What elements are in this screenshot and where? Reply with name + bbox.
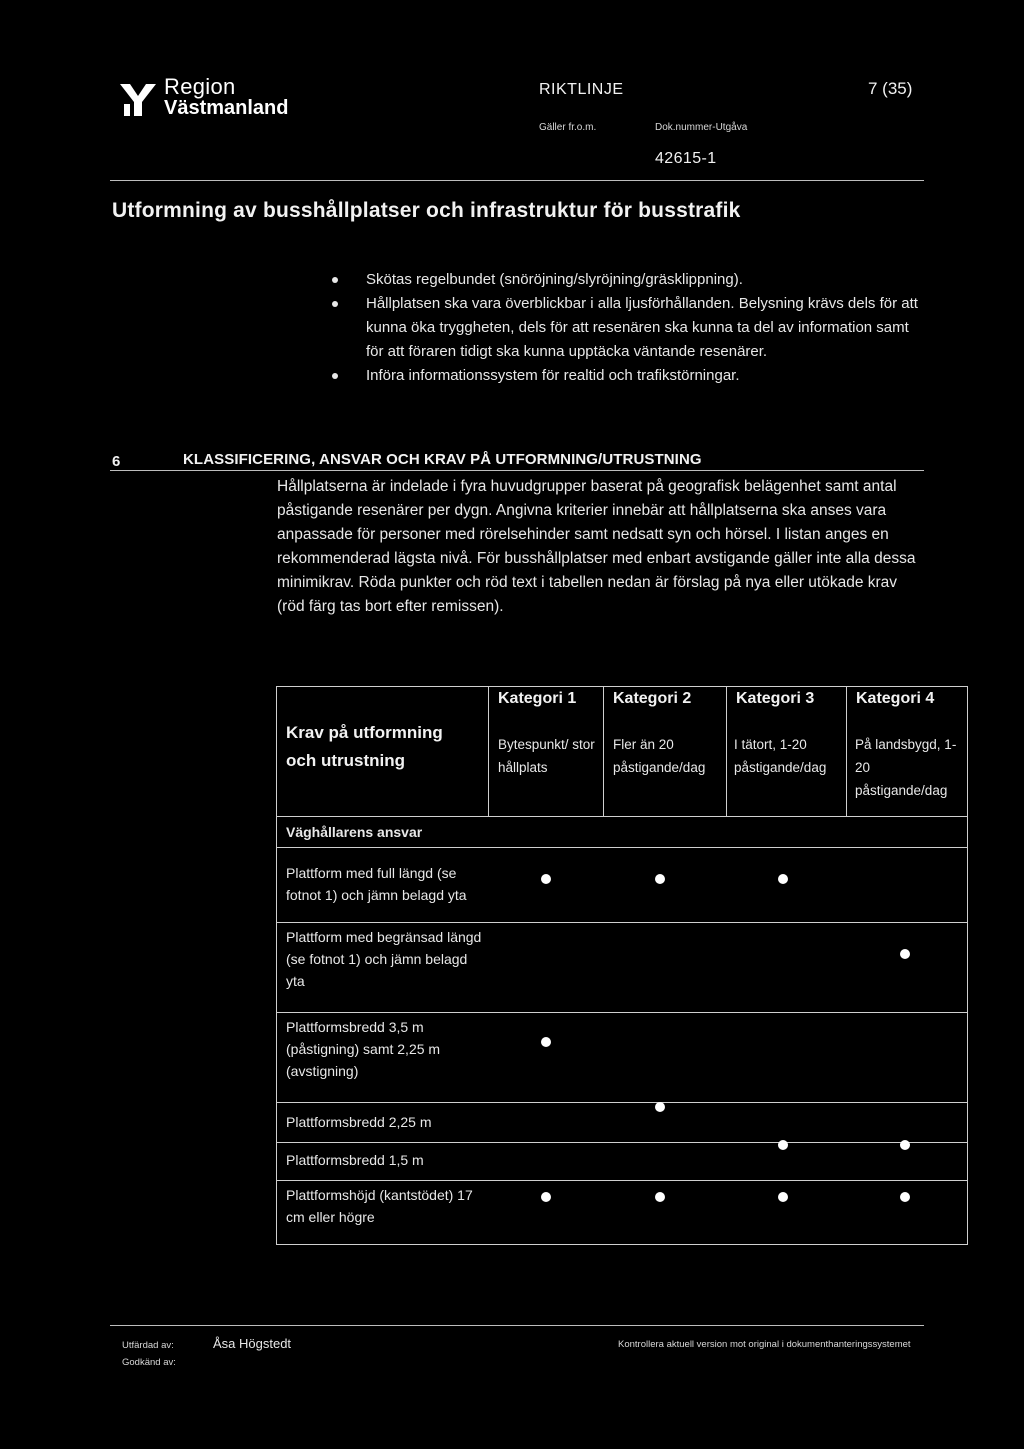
table-line	[276, 847, 968, 848]
document-type: RIKTLINJE	[539, 81, 624, 98]
version-notice: Kontrollera aktuell version mot original i dokumenthanteringssystemet	[618, 1339, 911, 1350]
requirement-mark-icon	[778, 874, 788, 884]
section-row-label: Väghållarens ansvar	[286, 824, 423, 840]
table-column-divider	[488, 686, 489, 816]
bullet-item	[332, 268, 922, 292]
bullet-text: Införa informationssystem för realtid och trafikstörningar.	[366, 367, 740, 384]
row-label: Plattformshöjd (kantstödet) 17 cm eller högre	[286, 1187, 473, 1225]
table-column-divider	[846, 686, 847, 816]
logo-text-vastmanland: Västmanland	[164, 97, 289, 119]
region-vastmanland-logo	[118, 74, 308, 124]
approved-by-label: Godkänd av:	[122, 1357, 176, 1368]
requirement-mark-icon	[778, 1192, 788, 1202]
table-line	[276, 1180, 968, 1181]
category-3-description: I tätort, 1-20 påstigande/dag	[734, 737, 827, 775]
section-divider	[110, 470, 924, 471]
bullet-icon	[332, 373, 338, 379]
table-column-divider	[603, 686, 604, 816]
document-number: 42615-1	[655, 150, 717, 167]
table-line	[276, 816, 968, 817]
section-paragraph: Hållplatserna är indelade i fyra huvudgrupper baserat på geografisk belägenhet samt antal påstigande resenärer per dygn. Angivna kriterier innebär att hållplatserna ska anses vara anpassade för personer med rörelsehinder samt nedsatt syn och hörsel. I listan anges en rekommenderad lägsta nivå. För busshållplatser med enbart avstigande gäller inte alla dessa minimikrav. Röda punkter och röd text i tabellen nedan är förslag på nya eller utökade krav (röd färg tas bort efter remissen).	[277, 478, 916, 615]
category-1-description: Bytespunkt/ stor hållplats	[498, 737, 595, 775]
table-line	[276, 1102, 968, 1103]
page-number: 7 (35)	[868, 79, 913, 98]
section-number: 6	[112, 453, 121, 470]
table-line	[276, 1012, 968, 1013]
bullet-item	[332, 292, 922, 364]
bullet-list	[332, 268, 922, 388]
section-title: KLASSIFICERING, ANSVAR OCH KRAV PÅ UTFORMNING/UTRUSTNING	[183, 451, 702, 468]
table-border-right	[967, 686, 968, 1245]
issued-by-label: Utfärdad av:	[122, 1340, 174, 1351]
requirement-mark-icon	[541, 874, 551, 884]
row-label: Plattform med full längd (se fotnot 1) och jämn belagd yta	[286, 865, 467, 903]
header-divider	[110, 180, 924, 181]
bullet-icon	[332, 301, 338, 307]
requirement-mark-icon	[655, 1102, 665, 1112]
bullet-text: Hållplatsen ska vara överblickbar i alla ljusförhållanden. Belysning krävs dels för att kunna öka tryggheten, dels för att resenären ska kunna ta del av information samt för att föraren tidigt ska kunna upptäcka väntande resenärer.	[366, 295, 918, 360]
requirement-mark-icon	[541, 1192, 551, 1202]
row-label: Plattformsbredd 1,5 m	[286, 1152, 424, 1168]
bullet-text: Skötas regelbundet (snöröjning/slyröjning/gräsklippning).	[366, 271, 743, 288]
requirement-mark-icon	[900, 1192, 910, 1202]
category-4-description: På landsbygd, 1-20 påstigande/dag	[855, 737, 957, 798]
category-3-header: Kategori 3	[736, 690, 815, 707]
table-border-left	[276, 686, 277, 1245]
document-title: Utformning av busshållplatser och infrastruktur för busstrafik	[112, 199, 741, 222]
category-2-header: Kategori 2	[613, 690, 692, 707]
requirement-mark-icon	[655, 874, 665, 884]
requirement-mark-icon	[900, 1140, 910, 1150]
issued-by-name: Åsa Högstedt	[213, 1336, 292, 1351]
docnum-label: Dok.nummer-Utgåva	[655, 122, 748, 133]
requirement-mark-icon	[778, 1140, 788, 1150]
table-border-top	[276, 686, 968, 687]
table-line	[276, 922, 968, 923]
category-1-header: Kategori 1	[498, 690, 577, 707]
logo-mark-icon	[118, 80, 158, 118]
valid-from-label: Gäller fr.o.m.	[539, 122, 597, 133]
requirement-mark-icon	[900, 949, 910, 959]
bullet-icon	[332, 277, 338, 283]
footer-divider	[110, 1325, 924, 1326]
krav-header: Krav på utformning och utrustning	[286, 723, 443, 770]
bullet-item	[332, 364, 922, 388]
logo-text-region: Region	[164, 74, 236, 99]
table-line	[276, 1142, 968, 1143]
requirements-table	[276, 686, 968, 1246]
row-label: Plattformsbredd 2,25 m	[286, 1114, 432, 1130]
requirement-mark-icon	[541, 1037, 551, 1047]
category-2-description: Fler än 20 påstigande/dag	[613, 737, 706, 775]
row-label: Plattformsbredd 3,5 m (påstigning) samt 2,25 m (avstigning)	[286, 1019, 441, 1079]
category-4-header: Kategori 4	[856, 690, 935, 707]
table-column-divider	[726, 686, 727, 816]
row-label: Plattform med begränsad längd (se fotnot 1) och jämn belagd yta	[286, 929, 482, 989]
requirement-mark-icon	[655, 1192, 665, 1202]
table-border-bottom	[276, 1244, 968, 1245]
